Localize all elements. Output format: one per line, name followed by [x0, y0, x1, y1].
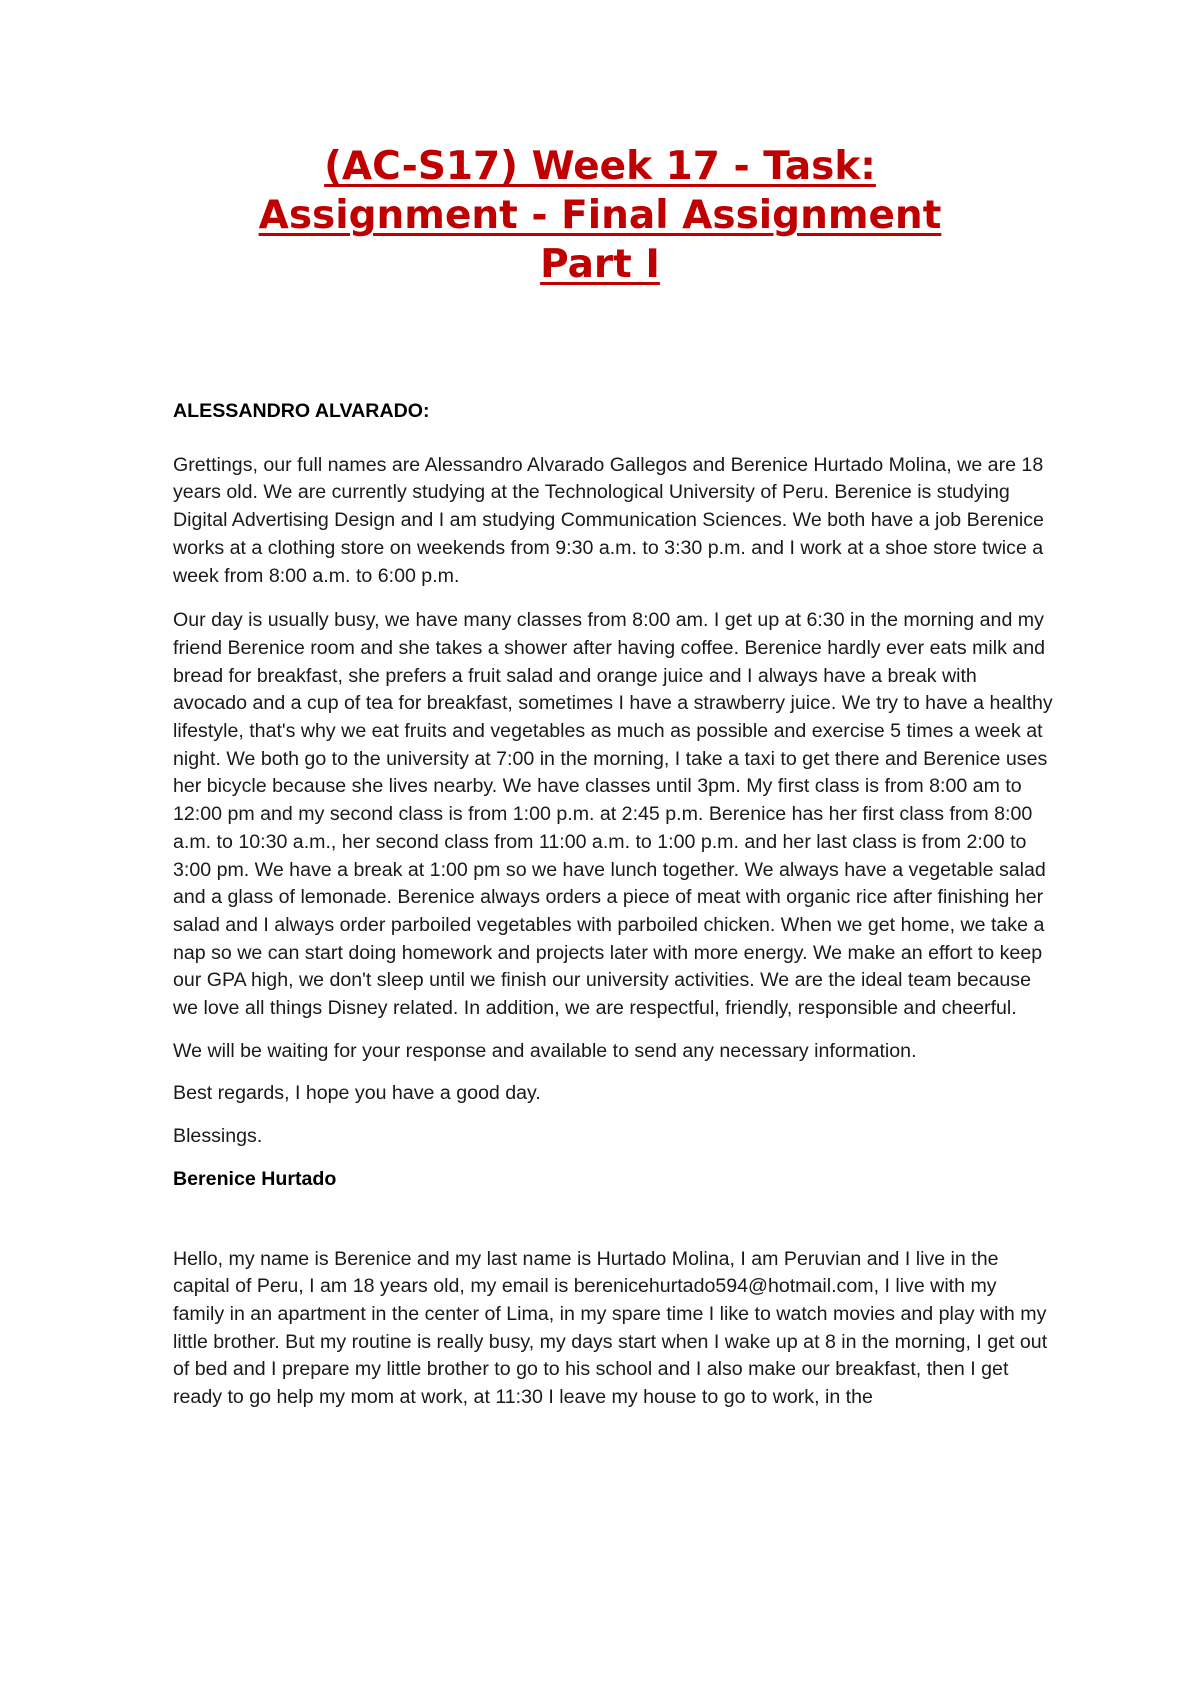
- section-heading-berenice: Berenice Hurtado: [173, 1167, 337, 1190]
- paragraph-introduction: Grettings, our full names are Alessandro Alvarado Gallegos and Berenice Hurtado Molina, we are 18 years old. We are currently studying at the Technological University of Peru. Berenice is studying Digital Advertising Design and I am studying Communication Sciences. We both have a job Berenice works at a clothing store on weekends from 9:30 a.m. to 3:30 p.m. and I work at a shoe store twice a week from 8:00 a.m. to 6:00 p.m.: [173, 453, 1044, 587]
- document-title: [150, 142, 1050, 289]
- title-line-2: Assignment - Final Assignment: [258, 193, 942, 238]
- title-line-3: Part I: [540, 242, 660, 287]
- paragraph-regards: Best regards, I hope you have a good day.: [173, 1082, 541, 1105]
- title-line-1: (AC-S17) Week 17 - Task:: [324, 144, 876, 189]
- paragraph-closing: We will be waiting for your response and available to send any necessary information.: [173, 1039, 917, 1062]
- section-heading-alessandro: ALESSANDRO ALVARADO:: [173, 400, 430, 422]
- paragraph-daily-routine: Our day is usually busy, we have many classes from 8:00 am. I get up at 6:30 in the morning and my friend Berenice room and she takes a shower after having coffee. Berenice hardly ever eats milk and bread for breakfast, she prefers a fruit salad and orange juice and I always have a break with avocado and a cup of tea for breakfast, sometimes I have a strawberry juice. We try to have a healthy lifestyle, that's why we eat fruits and vegetables as much as possible and exercise 5 times a week at night. We both go to the university at 7:00 in the morning, I take a taxi to get there and Berenice uses her bicycle because she lives nearby. We have classes until 3pm. My first class is from 8:00 am to 12:00 pm and my second class is from 1:00 p.m. at 2:45 p.m. Berenice has her first class from 8:00 a.m. to 10:30 a.m., her second class from 11:00 a.m. to 1:00 p.m. and her last class is from 2:00 to 3:00 pm. We have a break at 1:00 pm so we have lunch together. We always have a vegetable salad and a glass of lemonade. Berenice always orders a piece of meat with organic rice after finishing her salad and I always order parboiled vegetables with parboiled chicken. When we get home, we take a nap so we can start doing homework and projects later with more energy. We make an effort to keep our GPA high, we don't sleep until we finish our university activities. We are the ideal team because we love all things Disney related. In addition, we are respectful, friendly, responsible and cheerful.: [173, 609, 1053, 1020]
- paragraph-blessings: Blessings.: [173, 1125, 263, 1148]
- paragraph-berenice-intro: Hello, my name is Berenice and my last name is Hurtado Molina, I am Peruvian and I live in the capital of Peru, I am 18 years old, my email is berenicehurtado594@hotmail.com, I live with my family in an apartment in the center of Lima, in my spare time I like to watch movies and play with my little brother. But my routine is really busy, my days start when I wake up at 8 in the morning, I get out of bed and I prepare my little brother to go to his school and I also make our breakfast, then I get ready to go help my mom at work, at 11:30 I leave my house to go to work, in the: [173, 1247, 1048, 1409]
- document-body: [173, 398, 1053, 1412]
